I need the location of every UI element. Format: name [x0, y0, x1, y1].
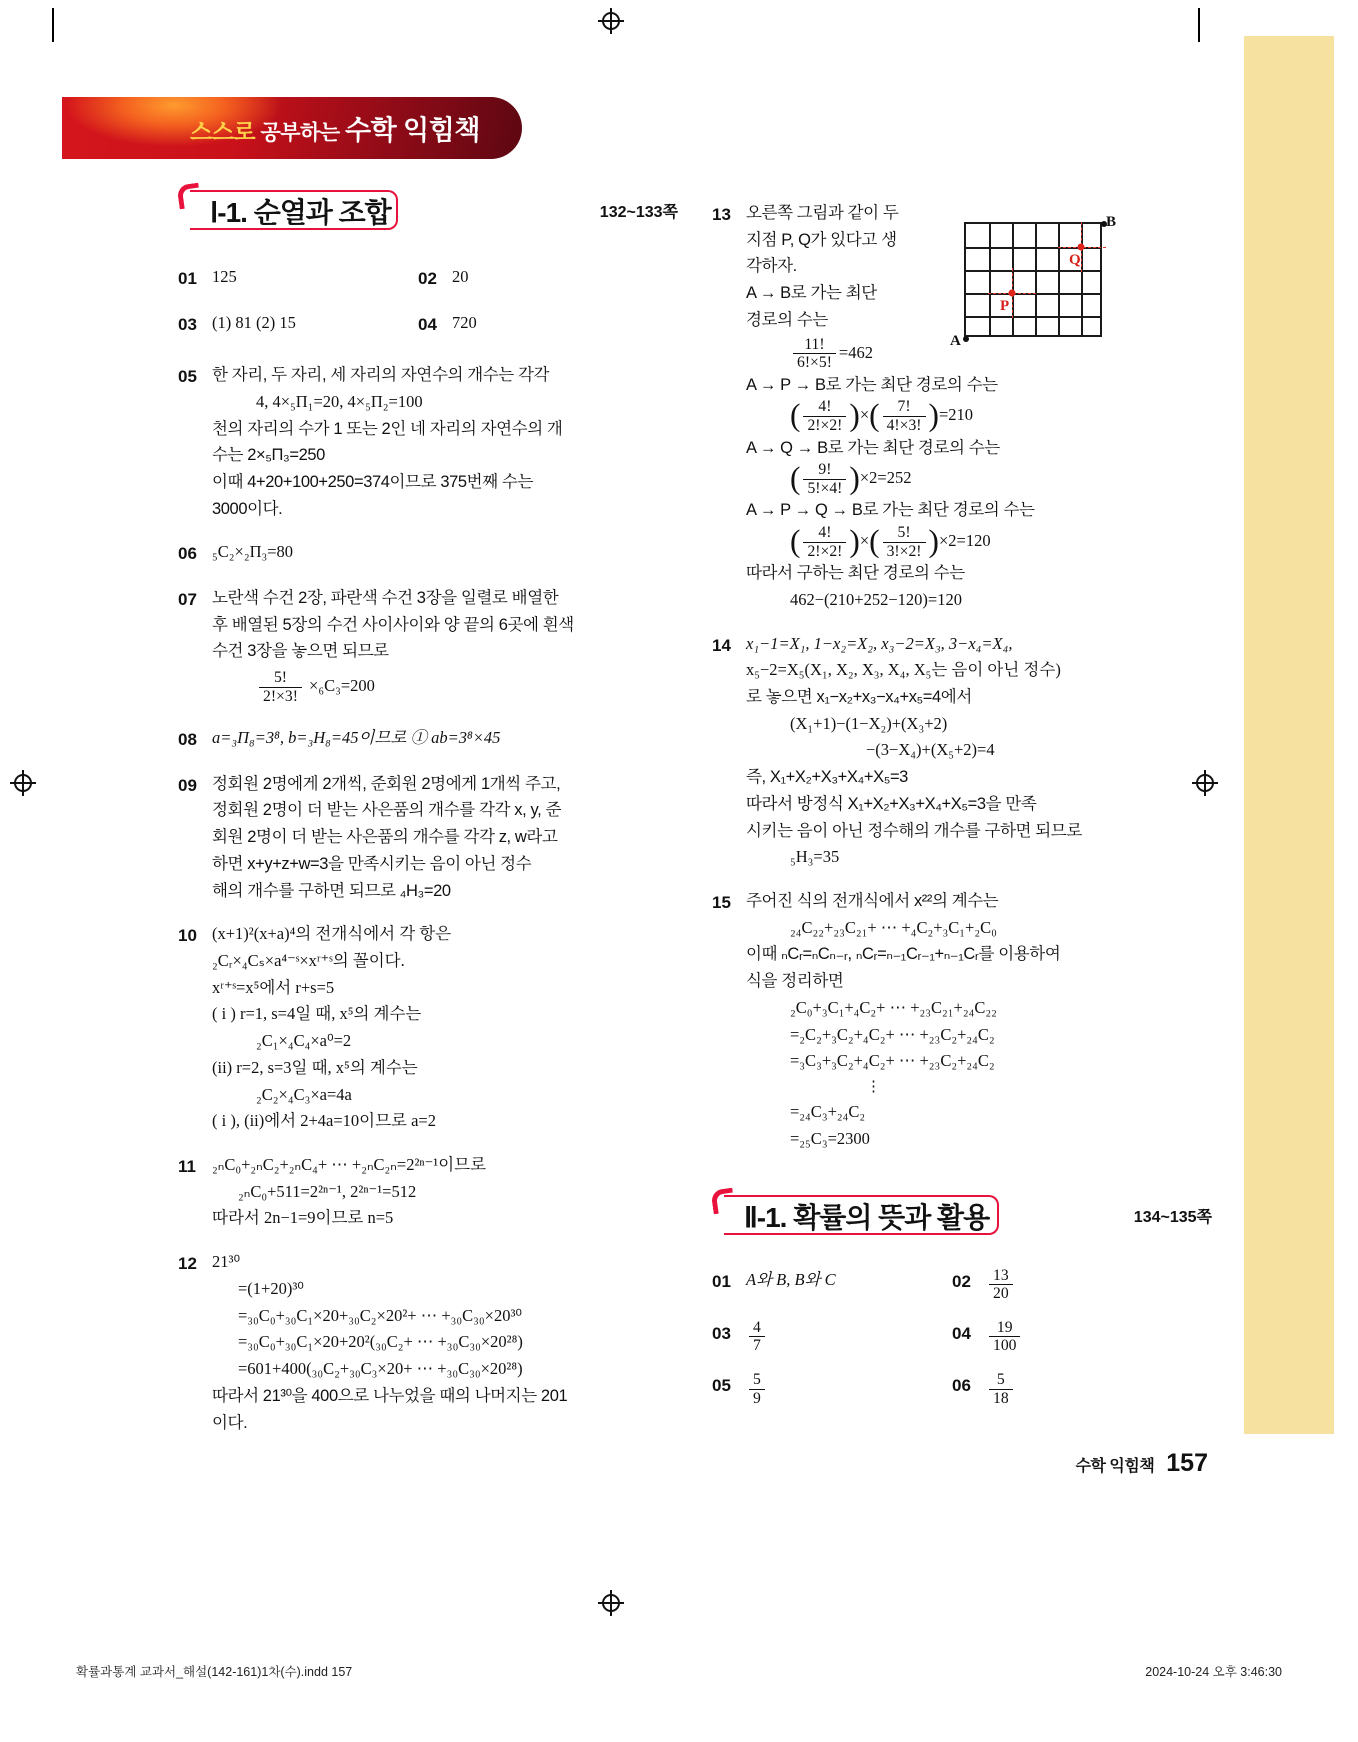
solution-line: 따라서 21³⁰을 400으로 나누었을 때의 나머지는 201: [212, 1386, 568, 1405]
answer-number: 08: [178, 730, 197, 750]
solution-line: 462−(210+252−120)=120: [790, 589, 962, 609]
fraction-numerator: 7!: [897, 398, 911, 416]
solution-line: ₂₄C₂₂+₂₃C₂₁+ ⋯ +₄C₂+₃C₁+₂C₀: [790, 917, 997, 937]
solution-line: ⋮: [866, 1079, 881, 1096]
solution-line: A → B로 가는 최단: [746, 284, 877, 303]
answer-item-s2-01: [712, 1267, 952, 1303]
grid-vline: [989, 224, 991, 335]
fraction: [989, 1319, 1020, 1355]
solution-line: (X₁+1)−(1−X₂)+(X₃+2): [790, 713, 948, 733]
figure-label-q: Q: [1069, 252, 1081, 268]
fraction: [989, 1371, 1013, 1407]
fraction-denominator: 2!×2!: [803, 416, 846, 435]
right-column: [712, 200, 1212, 1407]
fraction-numerator: 4: [753, 1318, 761, 1336]
answer-number: 04: [418, 314, 437, 334]
solution-line: 수는 2×₅Π₃=250: [212, 446, 325, 465]
answer-item-15: [712, 888, 1212, 1153]
page-footer: [1076, 1449, 1208, 1478]
solution-line: 따라서 2n−1=9이므로 n=5: [212, 1208, 394, 1228]
solution-line: (x+1)²(x+a)⁴의 전개식에서 각 항은: [212, 924, 452, 944]
solution-line: 21³⁰: [212, 1252, 241, 1272]
solution-line: ₂ₙC₀+511=2²ⁿ⁻¹, 2²ⁿ⁻¹=512: [238, 1181, 417, 1201]
paren-close: ): [849, 523, 860, 559]
answer-number: 02: [418, 269, 437, 288]
fraction-numerator: 13: [993, 1266, 1009, 1284]
solution-line: A → P → Q → B로 가는 최단 경로의 수는: [746, 501, 1035, 520]
answer-row: [178, 310, 678, 339]
fraction-denominator: 3!×2!: [883, 542, 926, 561]
solution-line: x₅−2=X₅(X₁, X₂, X₃, X₄, X₅는 음이 아닌 정수): [746, 660, 1061, 680]
fraction-numerator: 4!: [818, 398, 832, 416]
banner-text-part2: 공부하는: [255, 121, 345, 145]
answer-number: 06: [178, 544, 197, 564]
fraction-denominator: 18: [989, 1389, 1013, 1408]
answer-value: 20: [452, 267, 469, 286]
solution-line: 하면 x+y+z+w=3을 만족시키는 음이 아닌 정수: [212, 854, 532, 873]
answer-item-s2-04: [952, 1319, 1192, 1355]
answer-number: 05: [712, 1375, 731, 1395]
solution-line: 노란색 수건 2장, 파란색 수건 3장을 일렬로 배열한: [212, 588, 559, 607]
answer-row: [712, 1319, 1212, 1355]
solution-line: 식을 정리하면: [746, 972, 844, 991]
solution-line: =₃₀C₀+₃₀C₁×20+₃₀C₂×20²+ ⋯ +₃₀C₃₀×20³⁰: [238, 1305, 523, 1325]
paren-open: (: [790, 523, 801, 559]
figure-label-b: B: [1106, 214, 1117, 230]
section-hook-icon: [176, 183, 201, 210]
answer-item-10: [178, 921, 678, 1135]
solution-line: 해의 개수를 구하면 되므로 ₄H₃=20: [212, 881, 451, 900]
solution-line: −(3−X₄)+(X₅+2)=4: [866, 740, 995, 760]
solution-line: 지점 P, Q가 있다고 생: [746, 230, 897, 249]
solution-line: =₃₀C₀+₃₀C₁×20+20²(₃₀C₂+ ⋯ +₃₀C₃₀×20²⁸): [238, 1332, 523, 1352]
answer-number: 06: [952, 1375, 971, 1395]
solution-line: =₂₄C₃+₂₄C₂: [790, 1102, 866, 1122]
solution-line: 한 자리, 두 자리, 세 자리의 자연수의 개수는 각각: [212, 366, 550, 385]
answer-row: [712, 1371, 1212, 1407]
fraction: [989, 1267, 1013, 1303]
answer-number: 04: [952, 1323, 971, 1343]
registration-mark-bottom: [598, 1590, 624, 1616]
paren-open: (: [790, 460, 801, 496]
answer-item-12: [178, 1249, 678, 1436]
solution-line: ₂Cᵣ×₄Cₛ×a⁴⁻ˢ×xʳ⁺ˢ의 꼴이다.: [212, 951, 405, 970]
solution-line: 이때 ₙCᵣ=ₙCₙ₋ᵣ, ₙCᵣ=ₙ₋₁Cᵣ₋₁+ₙ₋₁Cᵣ를 이용하여: [746, 945, 1061, 964]
solution-line: A → Q → B로 가는 최단 경로의 수는: [746, 438, 1000, 457]
answer-item-14: [712, 631, 1212, 871]
solution-line: 시키는 음이 아닌 정수해의 개수를 구하면 되므로: [746, 821, 1082, 840]
answer-value: 720: [452, 312, 477, 332]
fraction-denominator: 2!×2!: [803, 542, 846, 561]
solution-line: =601+400(₃₀C₂+₃₀C₃×20+ ⋯ +₃₀C₃₀×20²⁸): [238, 1359, 523, 1379]
answer-item-s2-03: [712, 1319, 952, 1355]
answer-item-02: [418, 264, 658, 293]
page-edge-band: [1244, 36, 1334, 1434]
solution-line: ₅H₃=35: [790, 847, 840, 867]
solution-line: 경로의 수는: [746, 310, 828, 329]
solution-line: 회원 2명이 더 받는 사은품의 개수를 각각 z, w라고: [212, 828, 558, 847]
print-imprint-right: 2024-10-24 오후 3:46:30: [1145, 1665, 1282, 1679]
formula-tail: ×₆C₃=200: [309, 675, 375, 695]
section-header-1: [178, 190, 678, 236]
answer-number: 13: [712, 205, 731, 224]
section-page-range: 132~133쪽: [599, 204, 678, 221]
solution-line: 수건 3장을 놓으면 되므로: [212, 642, 389, 661]
fraction-denominator: 100: [989, 1336, 1020, 1355]
fraction-denominator: 6!×5!: [793, 353, 836, 372]
paren-close: ): [849, 460, 860, 496]
answer-item-s2-06: [952, 1371, 1192, 1407]
formula-tail: =210: [938, 405, 974, 425]
answer-number: 12: [178, 1254, 197, 1274]
print-imprint-left: 확률과통계 교과서_해설(142-161)1차(수).indd 157: [76, 1665, 353, 1679]
section-title: Ⅰ-1. 순열과 조합: [210, 197, 391, 228]
solution-line: =₃C₃+₃C₂+₄C₂+ ⋯ +₂₃C₂+₂₄C₂: [790, 1051, 995, 1071]
lattice-grid: [964, 222, 1102, 337]
registration-mark-top: [598, 8, 624, 34]
point-a-marker: [963, 336, 969, 342]
solution-line: xʳ⁺ˢ=x⁵에서 r+s=5: [212, 977, 335, 997]
solution-line: ( i ) r=1, s=4일 때, x⁵의 계수는: [212, 1004, 422, 1024]
crop-mark-top-left: [52, 8, 54, 42]
formula-tail: =462: [838, 342, 873, 362]
fraction-denominator: 7: [749, 1336, 765, 1355]
section-title: Ⅱ-1. 확률의 뜻과 활용: [744, 1201, 990, 1233]
banner-text-part1: 스스로: [190, 118, 256, 145]
solution-line: =₂₅C₃=2300: [790, 1129, 870, 1149]
answer-number: 15: [712, 893, 731, 913]
section-hook-icon: [710, 1187, 735, 1214]
registration-mark-left: [10, 770, 36, 796]
solution-line: 정회원 2명이 더 받는 사은품의 개수를 각각 x, y, 준: [212, 801, 561, 820]
figure-label-p: P: [1000, 298, 1010, 314]
solution-line: A → P → B로 가는 최단 경로의 수는: [746, 375, 998, 394]
workbook-banner: [62, 97, 522, 159]
answer-item-05: [178, 362, 678, 522]
figure-label-a: A: [950, 333, 961, 349]
answer-value: A와 B, B와 C: [746, 1269, 836, 1289]
solution-line: ₂C₂×₄C₃×a=4a: [256, 1084, 352, 1104]
answer-item-11: [178, 1152, 678, 1232]
answer-number: 05: [178, 367, 197, 387]
answer-row: [178, 264, 678, 293]
fraction-denominator: 4!×3!: [883, 416, 926, 435]
solution-formula: [212, 669, 678, 705]
answer-item-09: [178, 771, 678, 905]
answer-item-s2-05: [712, 1371, 952, 1407]
solution-line: 오른쪽 그림과 같이 두: [746, 204, 899, 222]
left-column: [178, 190, 678, 1436]
fraction: [883, 524, 926, 560]
footer-book-label: 수학 익힘책: [1075, 1458, 1155, 1475]
grid-vline: [1058, 224, 1060, 335]
solution-line: a=₃Π₈=3⁸, b=₃H₈=45이므로 ① ab=3⁸×45: [212, 728, 501, 748]
solution-line: 로 놓으면 x₁−x₂+x₃−x₄+x₅=4에서: [746, 688, 972, 706]
answer-row: [712, 1267, 1212, 1303]
paren-open: (: [869, 398, 880, 434]
answer-number: 02: [952, 1271, 971, 1291]
answer-value: 125: [212, 267, 237, 286]
solution-line: 4, 4×₅Π₁=20, 4×₅Π₂=100: [256, 391, 423, 411]
solution-line: 각하자.: [746, 257, 797, 276]
answer-number: 14: [712, 635, 731, 655]
section-page-range: 134~135쪽: [1133, 1208, 1212, 1226]
fraction-numerator: 5!: [273, 669, 287, 687]
fraction-numerator: 19: [996, 1318, 1013, 1336]
fraction-denominator: 5!×4!: [803, 479, 846, 498]
solution-line: 천의 자리의 수가 1 또는 2인 네 자리의 자연수의 개: [212, 419, 563, 438]
section-header-2: [712, 1195, 1212, 1241]
solution-line: ₂ₙC₀+₂ₙC₂+₂ₙC₄+ ⋯ +₂ₙC₂ₙ=2²ⁿ⁻¹이므로: [212, 1155, 487, 1175]
crop-mark-top-right: [1198, 8, 1200, 42]
fraction-denominator: 20: [989, 1284, 1013, 1303]
paren-open: (: [790, 398, 801, 434]
solution-line: 주어진 식의 전개식에서 x²²의 계수는: [746, 892, 999, 911]
answer-number: 01: [712, 1271, 731, 1291]
solution-line: (ii) r=2, s=3일 때, x⁵의 계수는: [212, 1057, 418, 1077]
solution-line: 후 배열된 5장의 수건 사이사이와 양 끝의 6곳에 흰색: [212, 615, 574, 634]
solution-line: 3000이다.: [212, 499, 283, 518]
solution-line: =(1+20)³⁰: [238, 1278, 304, 1298]
paren-close: ): [928, 523, 939, 559]
formula-tail: ×2=252: [859, 468, 912, 488]
section-box: [190, 190, 398, 230]
solution-line: =₂C₂+₃C₂+₄C₂+ ⋯ +₂₃C₂+₂₄C₂: [790, 1024, 995, 1044]
solution-line: 정회원 2명에게 2개씩, 준회원 2명에게 1개씩 주고,: [212, 774, 561, 793]
grid-hline: [966, 316, 1100, 318]
point-p-marker: [1009, 290, 1016, 297]
fraction-denominator: 9: [749, 1389, 765, 1408]
answer-item-06: [178, 539, 678, 568]
fraction: [803, 524, 846, 560]
answer-item-03: [178, 310, 418, 339]
answer-value: (1) 81 (2) 15: [212, 312, 296, 332]
paren-close: ): [928, 398, 939, 434]
paren-close: ): [849, 398, 860, 434]
answer-item-04: [418, 310, 658, 339]
fraction: [883, 398, 926, 434]
fraction: [793, 336, 836, 372]
fraction-denominator: 2!×3!: [259, 687, 302, 706]
answer-number: 11: [178, 1157, 196, 1177]
fraction: [803, 461, 846, 497]
fraction: [749, 1319, 765, 1355]
answer-item-01: [178, 264, 418, 293]
solution-formula: ( $\frac{4!}{2!\times 2!}$ )×( $\frac{5!}{3!\times 2!}$ )×2=120: [790, 523, 991, 560]
fraction-numerator: 5: [996, 1370, 1005, 1388]
fraction: [259, 669, 302, 705]
solution-line: 이때 4+20+100+250=374이므로 375번째 수는: [212, 472, 533, 491]
fraction-numerator: 4!: [818, 524, 832, 542]
grid-vline: [1035, 224, 1037, 335]
answer-item-07: [178, 585, 678, 705]
solution-line: 따라서 구하는 최단 경로의 수는: [746, 564, 965, 583]
answer-number: 01: [178, 269, 197, 288]
solution-line: ₂C₀+₃C₁+₄C₂+ ⋯ +₂₃C₂₁+₂₄C₂₂: [790, 997, 997, 1017]
fraction: [803, 398, 846, 434]
formula-tail: ×2=120: [938, 530, 991, 550]
solution-line: 즉, X₁+X₂+X₃+X₄+X₅=3: [746, 768, 908, 787]
lattice-path-figure: [950, 208, 1118, 348]
solution-line: 이다.: [212, 1413, 248, 1432]
fraction-numerator: 5: [753, 1370, 761, 1388]
solution-formula: [746, 461, 1212, 497]
answer-number: 10: [178, 926, 197, 946]
solution-line: 따라서 방정식 X₁+X₂+X₃+X₄+X₅=3을 만족: [746, 794, 1037, 813]
solution-line: x₁−1=X₁, 1−x₂=X₂, x₃−2=X₃, 3−x₄=X₄,: [746, 633, 1013, 653]
answer-item-08: [178, 725, 678, 754]
solution-formula: ( $\frac{4!}{2!\times 2!}$ )×( $\frac{7!}{4!\times 3!}$ )=210: [790, 398, 974, 434]
answer-number: 07: [178, 589, 197, 609]
paren-open: (: [869, 523, 880, 559]
section-box: [724, 1195, 999, 1235]
answer-item-s2-02: [952, 1267, 1192, 1303]
page-number: 157: [1166, 1449, 1208, 1477]
answer-number: 03: [178, 314, 197, 334]
fraction-numerator: 11!: [804, 335, 825, 353]
answer-number: 09: [178, 775, 197, 795]
solution-line: ( i ), (ii)에서 2+4a=10이므로 a=2: [212, 1111, 436, 1131]
fraction-numerator: 5!: [897, 524, 911, 542]
solution-line: ₅C₂×₂Π₃=80: [212, 542, 294, 562]
fraction: [749, 1371, 765, 1407]
banner-text-part3: 수학 익힘책: [344, 115, 480, 146]
fraction-numerator: 9!: [818, 461, 832, 479]
answer-number: 03: [712, 1323, 731, 1343]
answer-item-13-continued: [712, 336, 1212, 614]
solution-line: ₂C₁×₄C₄×a⁰=2: [256, 1031, 352, 1051]
